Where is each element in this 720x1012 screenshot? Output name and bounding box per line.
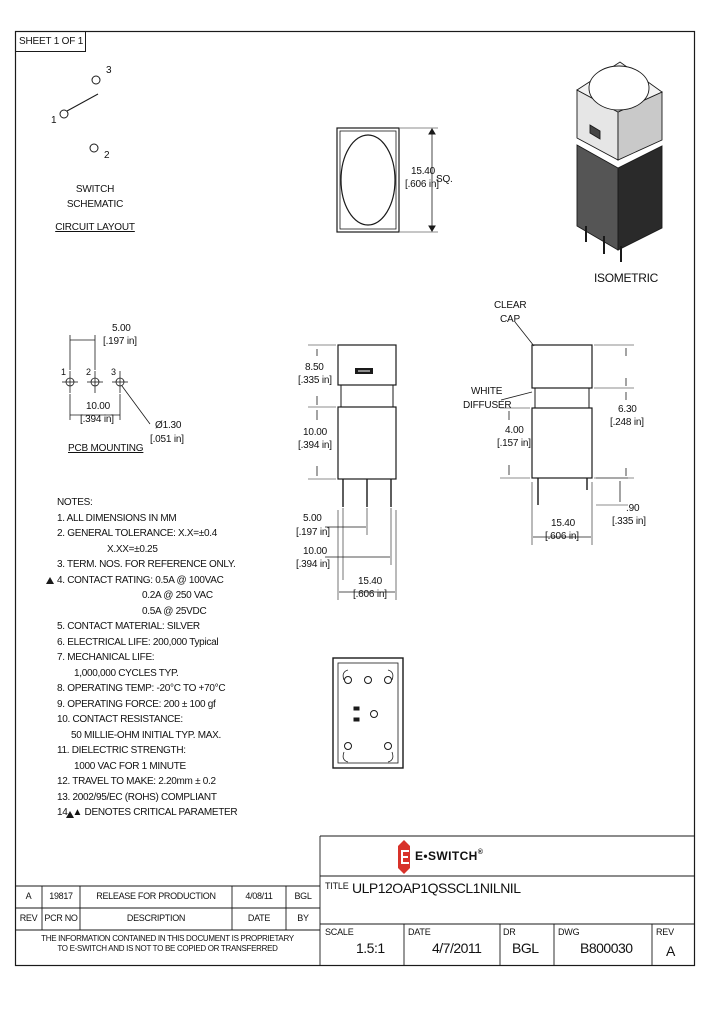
proprietary-line-2: TO E-SWITCH AND IS NOT TO BE COPIED OR TRANSFERRED [57,944,278,953]
pcb-dim-pitch: 5.00 [112,323,131,334]
note-line: 13. 2002/95/EC (ROHS) COMPLIANT [57,791,217,803]
pcb-pin-2: 2 [86,367,91,377]
scale-value: 1.5:1 [356,940,385,956]
top-dim-in: [.606 in] [405,179,439,190]
clear-cap-1: CLEAR [494,300,527,311]
note-line: 0.2A @ 250 VAC [142,590,213,601]
schematic-pin-2: 2 [104,150,110,161]
pcb-pin-1: 1 [61,367,66,377]
pcb-dim-hole-in: [.051 in] [150,434,184,445]
rev-row-rev: A [25,891,32,901]
front-dim-body: 10.00 [303,427,328,438]
front-dim-cap-in: [.335 in] [298,375,332,386]
side-dim-630: 6.30 [618,404,637,415]
note-line: 8. OPERATING TEMP: -20°C TO +70°C [57,683,226,694]
rev-row-pcr: 19817 [49,891,73,901]
dwg-value: B800030 [580,940,633,956]
note-line: 1,000,000 CYCLES TYP. [74,667,179,679]
note-line: X.XX=±0.25 [107,543,158,555]
rev-header-description: DESCRIPTION [126,913,186,923]
proprietary-line-1: THE INFORMATION CONTAINED IN THIS DOCUMENT IS PROPRIETARY [41,934,294,943]
dwg-label: DWG [558,927,580,937]
isometric-drawing [577,62,662,262]
pcb-dim-span-in: [.394 in] [80,414,114,425]
notes-title: NOTES: [57,497,93,508]
side-dim-4-in: [.157 in] [497,438,531,449]
pcb-dim-pitch-in: [.197 in] [103,336,137,347]
note-line: 4. CONTACT RATING: 0.5A @ 100VAC [57,574,224,586]
front-dim-pitch-in: [.197 in] [296,527,330,538]
title-label: TITLE [325,881,349,891]
note-line: 1. ALL DIMENSIONS IN MM [57,512,177,524]
note-line: 6. ELECTRICAL LIFE: 200,000 Typical [57,636,219,648]
critical-marker-4 [46,577,54,584]
rev-value: A [666,943,675,959]
note-line: 10. CONTACT RESISTANCE: [57,714,183,725]
front-dim-body-in: [.394 in] [298,440,332,451]
pcb-pin-3: 3 [111,367,116,377]
front-dim-span: 10.00 [303,546,328,557]
rev-header-pcr: PCR NO [44,913,78,923]
dr-label: DR [503,927,516,937]
pcb-dim-span: 10.00 [86,401,111,412]
date-value: 4/7/2011 [432,940,482,956]
pcb-dim-hole: Ø1.30 [155,420,182,431]
clear-cap-2: CAP [500,314,520,325]
scale-label: SCALE [325,927,354,937]
front-dim-width: 15.40 [358,576,383,587]
rev-row-date: 4/08/11 [245,891,273,901]
top-dim-suffix: SQ. [436,174,453,185]
date-label: DATE [408,927,431,937]
pcb-caption: PCB MOUNTING [68,443,144,454]
sheet-label: SHEET 1 OF 1 [19,36,84,47]
note-line: 0.5A @ 25VDC [142,605,207,617]
front-dim-pitch: 5.00 [303,513,322,524]
top-dim: 15.40 [411,166,436,177]
front-dim-span-in: [.394 in] [296,559,330,570]
side-dim-630-in: [.248 in] [610,417,644,428]
note-line: 50 MILLIE-OHM INITIAL TYP. MAX. [71,729,222,741]
eswitch-logo-mark [398,840,410,874]
rev-header-date: DATE [247,913,271,923]
schematic-caption-1: SWITCH [75,184,115,195]
logo-text: E•SWITCH [415,849,478,863]
side-dim-width-in: [.606 in] [545,531,579,542]
side-dim-90-in: [.335 in] [612,516,646,527]
rev-header-by: BY [297,913,309,923]
rev-row-description: RELEASE FOR PRODUCTION [96,891,216,901]
schematic-pin-1: 1 [51,115,57,126]
dr-value: BGL [512,940,539,956]
front-dim-cap: 8.50 [305,362,324,373]
note-line: 7. MECHANICAL LIFE: [57,652,155,663]
note-line: 3. TERM. NOS. FOR REFERENCE ONLY. [57,559,236,570]
rev-label: REV [656,927,674,937]
schematic-caption-3: CIRCUIT LAYOUT [55,222,135,233]
note-line: 14. ▲ DENOTES CRITICAL PARAMETER [57,807,238,818]
bottom-view-drawing [333,658,403,768]
logo-registered: ® [477,849,484,856]
white-diffuser-1: WHITE [471,386,503,397]
note-line: 2. GENERAL TOLERANCE: X.X=±0.4 [57,528,217,539]
notes-block [57,495,237,821]
side-dim-width: 15.40 [551,518,576,529]
rev-header-rev: REV [19,913,38,923]
rev-row-by: BGL [294,891,312,901]
title-value: ULP12OAP1QSSCL1NILNIL [352,880,521,896]
switch-schematic [60,76,100,152]
front-dim-width-in: [.606 in] [353,589,387,600]
note-line: 1000 VAC FOR 1 MINUTE [74,760,186,772]
side-dim-90: .90 [626,503,640,514]
isometric-label: ISOMETRIC [594,271,658,285]
side-dim-4: 4.00 [505,425,524,436]
schematic-pin-3: 3 [106,65,112,76]
note-line: 11. DIELECTRIC STRENGTH: [57,745,186,756]
note-line: 5. CONTACT MATERIAL: SILVER [57,621,200,632]
eswitch-logo-text [415,849,483,863]
white-diffuser-2: DIFFUSER [463,400,512,411]
note-line: 9. OPERATING FORCE: 200 ± 100 gf [57,698,216,710]
note-line: 12. TRAVEL TO MAKE: 2.20mm ± 0.2 [57,776,216,787]
schematic-caption-2: SCHEMATIC [66,199,124,210]
